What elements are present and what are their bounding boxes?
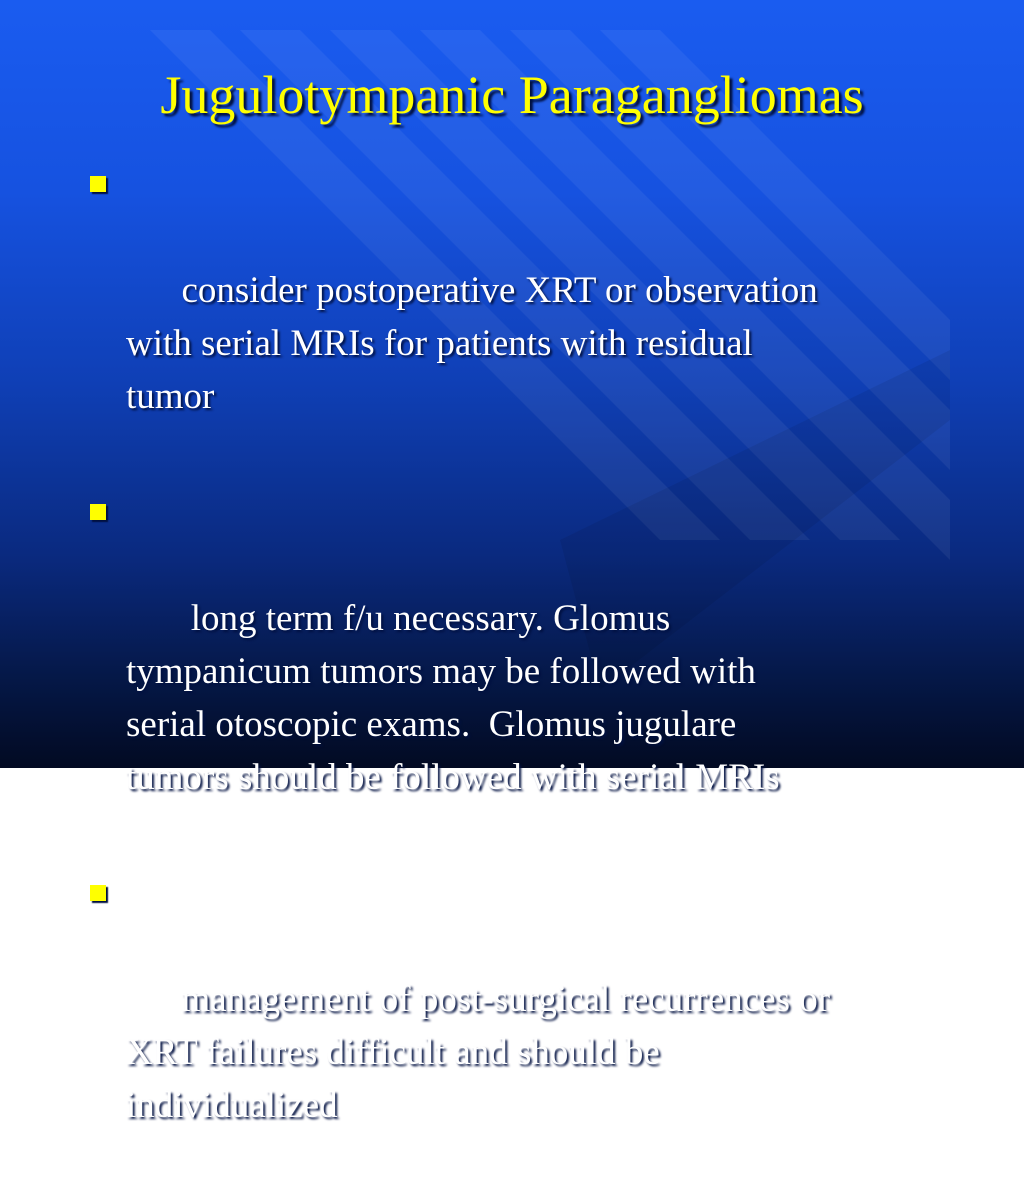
slide-title: Jugulotympanic Paragangliomas <box>160 65 864 125</box>
bullet-text: management of post-surgical recurrences or XRT failures difficult and should be individualized <box>126 979 831 1126</box>
bullet-list <box>88 158 968 1195</box>
bullet-item <box>88 158 968 476</box>
square-bullet-icon <box>90 504 106 520</box>
bullet-item <box>88 486 968 857</box>
bullet-item <box>88 867 968 1185</box>
bullet-text: consider postoperative XRT or observation with serial MRIs for patients with residual tumor <box>126 270 818 417</box>
square-bullet-icon <box>90 885 106 901</box>
square-bullet-icon <box>90 176 106 192</box>
bullet-text: long term f/u necessary. Glomus tympanicum tumors may be followed with serial otoscopic exams. Glomus jugulare tumors should be followed with serial MRIs <box>126 598 780 798</box>
